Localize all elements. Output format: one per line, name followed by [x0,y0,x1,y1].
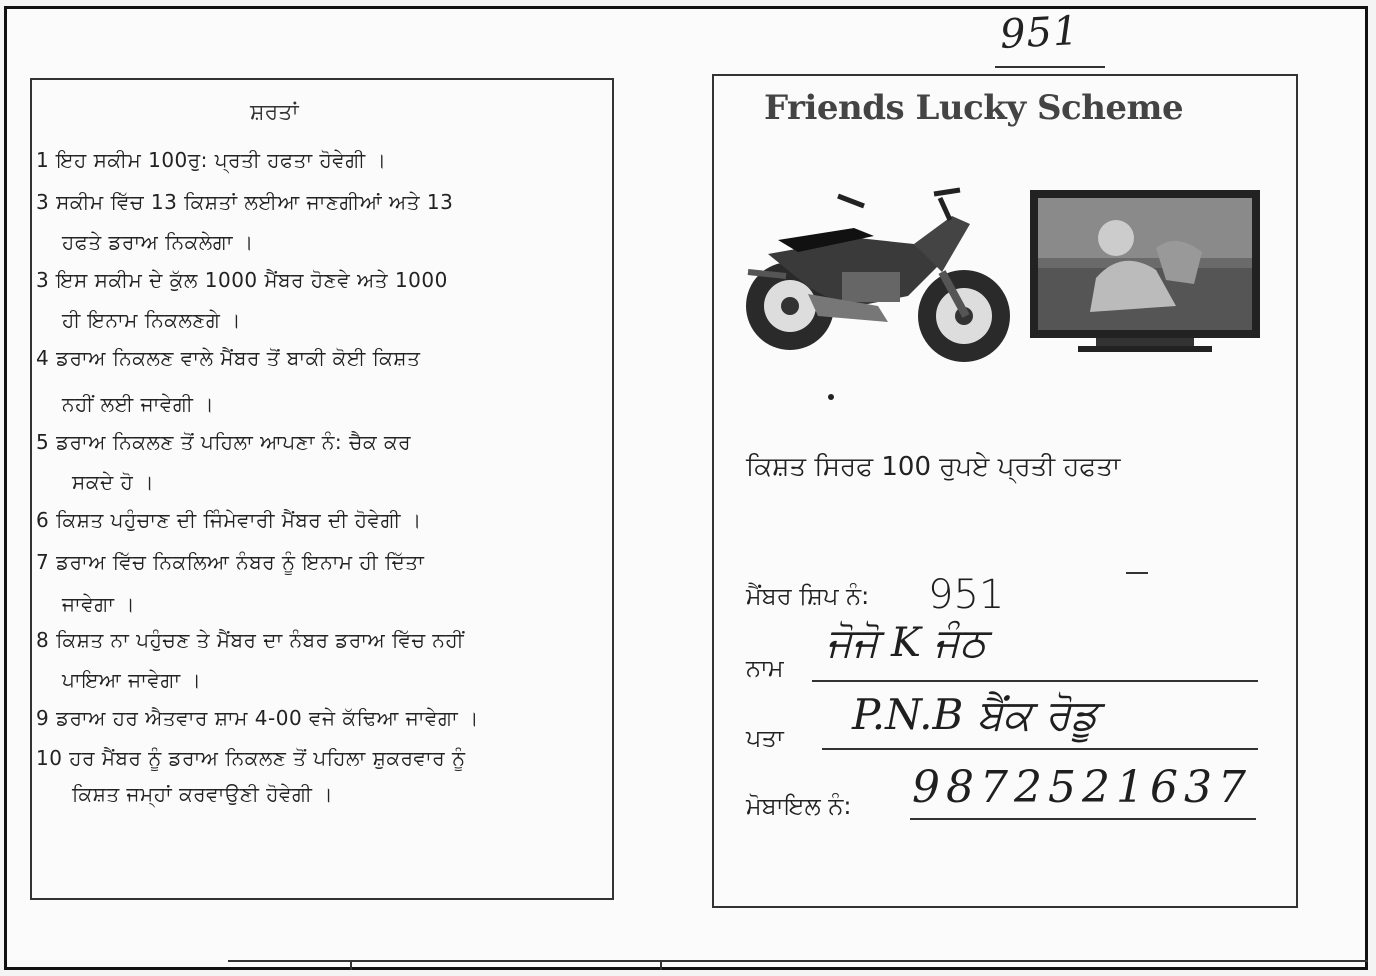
membership-label: ਮੈਂਬਰ ਸ਼ਿਪ ਨੰ: [746,582,870,610]
term-line: 1 ਇਹ ਸਕੀਮ 100ਰੁ: ਪ੍ਰਤੀ ਹਫਤਾ ਹੋਵੇਗੀ । [36,148,387,172]
address-value: P.N.B ਬੈਂਕ ਰੋਡੂ [852,690,1099,739]
scheme-title: Friends Lucky Scheme [764,88,1184,128]
term-line: 3 ਇਸ ਸਕੀਮ ਦੇ ਕੁੱਲ 1000 ਮੈਂਬਰ ਹੋਣਵੇ ਅਤੇ 1000 [36,268,448,292]
membership-number: 951 [928,572,1005,618]
term-line: ਨਹੀਂ ਲਈ ਜਾਵੇਗੀ । [62,392,215,416]
term-line: ਪਾਇਆ ਜਾਵੇਗਾ । [62,668,202,692]
term-line: ਹਫਤੇ ਡਰਾਅ ਨਿਕਲੇਗਾ । [62,230,254,254]
installment-tagline: ਕਿਸ਼ਤ ਸਿਰਫ 100 ਰੁਪਏ ਪ੍ਰਤੀ ਹਫਤਾ [746,452,1121,482]
name-line [812,680,1258,682]
ink-dot [828,394,834,400]
bottom-tick [350,960,352,970]
address-line [822,748,1258,750]
term-line: ਕਿਸ਼ਤ ਜਮ੍ਹਾਂ ਕਰਵਾਉਣੀ ਹੋਵੇਗੀ । [72,782,334,806]
term-line: 4 ਡਰਾਅ ਨਿਕਲਣ ਵਾਲੇ ਮੈਂਬਰ ਤੋਂ ਬਾਕੀ ਕੋਈ ਕਿਸ਼ਤ [36,346,421,370]
term-line: ਸਕਦੇ ਹੋ । [72,470,155,494]
motorcycle-image [738,176,1014,372]
term-line: 8 ਕਿਸ਼ਤ ਨਾ ਪਹੁੰਚਣ ਤੇ ਮੈਂਬਰ ਦਾ ਨੰਬਰ ਡਰਾਅ ਵਿੱਚ ਨਹੀਂ [36,628,465,652]
terms-heading: ਸ਼ਰਤਾਂ [250,100,299,125]
serial-underline [995,66,1105,68]
term-line: ਜਾਵੇਗਾ । [62,592,136,616]
name-value: ਜੋਜੋ K ਜੰਠ [826,620,986,666]
serial-number: 951 [998,7,1081,59]
term-line: ਹੀ ਇਨਾਮ ਨਿਕਲਣਗੇ । [62,308,242,332]
term-line: 5 ਡਰਾਅ ਨਿਕਲਣ ਤੋਂ ਪਹਿਲਾ ਆਪਣਾ ਨੰ: ਚੈਕ ਕਰ [36,430,411,454]
bottom-rule [228,960,1368,962]
term-line: 9 ਡਰਾਅ ਹਰ ਐਤਵਾਰ ਸ਼ਾਮ 4-00 ਵਜੇ ਕੱਢਿਆ ਜਾਵੇਗਾ । [36,706,480,730]
term-line: 10 ਹਰ ਮੈਂਬਰ ਨੂੰ ਡਰਾਅ ਨਿਕਲਣ ਤੋਂ ਪਹਿਲਾ ਸ਼ੁਕਰਵਾਰ ਨੂੰ [36,746,466,770]
term-line: 3 ਸਕੀਮ ਵਿੱਚ 13 ਕਿਸ਼ਤਾਂ ਲਈਆ ਜਾਣਗੀਆਂ ਅਤੇ 13 [36,190,454,214]
television-image [1026,188,1264,360]
mobile-line [910,818,1256,820]
address-label: ਪਤਾ [746,724,784,752]
mobile-label: ਮੋਬਾਇਲ ਨੰ: [746,792,852,820]
name-label: ਨਾਮ [746,654,784,682]
term-line: 7 ਡਰਾਅ ਵਿੱਚ ਨਿਕਲਿਆ ਨੰਬਰ ਨੂੰ ਇਨਾਮ ਹੀ ਦਿੱਤਾ [36,550,425,574]
bottom-tick [660,960,662,970]
term-line: 6 ਕਿਸ਼ਤ ਪਹੁੰਚਾਣ ਦੀ ਜਿੰਮੇਵਾਰੀ ਮੈਂਬਰ ਦੀ ਹੋਵੇਗੀ । [36,508,422,532]
mobile-value: 9872521637 [912,762,1252,813]
pen-mark [1126,572,1148,574]
